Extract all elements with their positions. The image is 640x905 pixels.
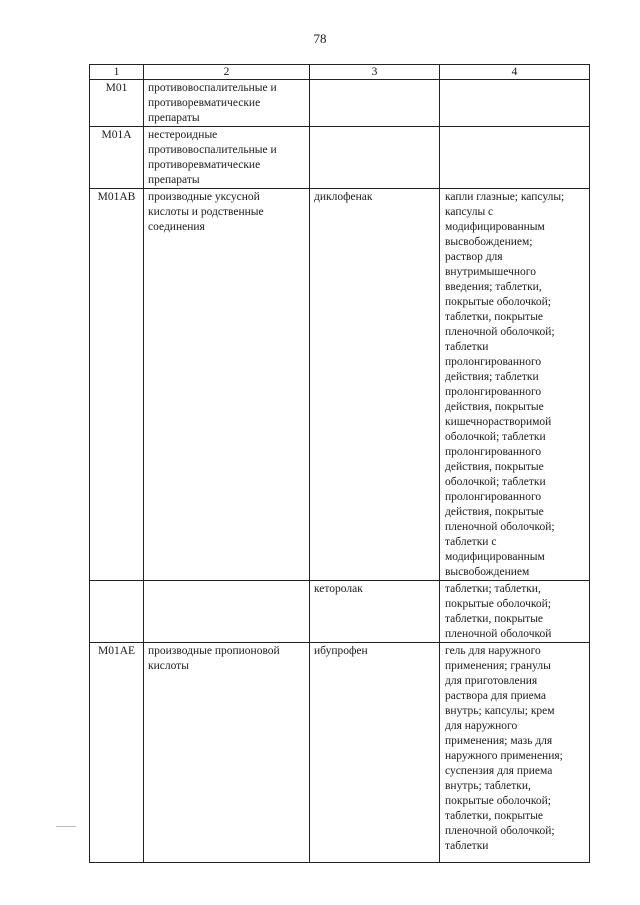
dosage-form-line: таблетки, покрытые: [445, 311, 544, 323]
atc-code-cell: M01: [90, 80, 144, 127]
dosage-form-line: пленочной оболочкой: [445, 628, 552, 640]
atc-code-cell: M01AB: [90, 189, 144, 581]
column-header-3: 3: [310, 65, 440, 80]
dosage-form-line: суспензия для приема: [445, 765, 553, 777]
group-line: противоревматические: [148, 159, 261, 171]
dosage-form-line: модифицированным: [445, 551, 545, 563]
dosage-form-line: внутрь; таблетки,: [445, 780, 531, 792]
table-row: [90, 80, 590, 127]
dosage-form-line: применения; мазь для: [445, 735, 553, 747]
dosage-form-line: раствор для: [445, 251, 503, 263]
dosage-form-line: действия, покрытые: [445, 401, 544, 413]
dosage-form-line: таблетки с: [445, 536, 497, 548]
page-number: 78: [313, 31, 327, 46]
dosage-form-line: покрытые оболочкой;: [445, 598, 551, 610]
column-header-4: 4: [440, 65, 590, 80]
header-row: [90, 65, 590, 80]
dosage-form-line: для наружного: [445, 720, 518, 732]
dosage-form-line: покрытые оболочкой;: [445, 296, 551, 308]
dosage-form-line: для приготовления: [445, 675, 538, 687]
dosage-form-line: наружного применения;: [445, 750, 563, 762]
dosage-form-cell: [440, 127, 590, 189]
dosage-form-line: внутримышечного: [445, 266, 536, 278]
dosage-form-cell: [440, 80, 590, 127]
dosage-form-line: действия, покрытые: [445, 461, 544, 473]
dosage-form-line: введения; таблетки,: [445, 281, 542, 293]
dosage-form-line: таблетки, покрытые: [445, 613, 544, 625]
dosage-form-line: гель для наружного: [445, 645, 541, 657]
dosage-form-line: внутрь; капсулы; крем: [445, 705, 555, 717]
dosage-form-cell: [440, 581, 590, 643]
group-cell: [144, 189, 310, 581]
dosage-form-line: действия, покрытые: [445, 506, 544, 518]
dosage-form-cell: [440, 643, 590, 863]
dosage-form-line: пролонгированного: [445, 356, 542, 368]
group-line: противовоспалительные и: [148, 144, 277, 156]
dosage-form-line: применения; гранулы: [445, 660, 551, 672]
inn-cell: [310, 80, 440, 127]
group-line: препараты: [148, 112, 200, 124]
dosage-form-line: таблетки, покрытые: [445, 810, 544, 822]
dosage-form-line: модифицированным: [445, 221, 545, 233]
dosage-form-line: таблетки: [445, 840, 489, 852]
group-line: кислоты: [148, 660, 189, 672]
atc-code-cell: M01A: [90, 127, 144, 189]
dosage-form-line: пленочной оболочкой;: [445, 521, 555, 533]
dosage-form-line: капли глазные; капсулы;: [445, 191, 565, 203]
dosage-form-line: высвобождением: [445, 566, 530, 578]
inn-cell: ибупрофен: [310, 643, 440, 863]
dosage-form-line: высвобождением;: [445, 236, 533, 248]
dosage-form-line: пролонгированного: [445, 386, 542, 398]
dosage-form-line: пролонгированного: [445, 446, 542, 458]
dosage-form-line: пленочной оболочкой;: [445, 326, 555, 338]
inn-cell: диклофенак: [310, 189, 440, 581]
table-row: [90, 581, 590, 643]
dosage-form-line: оболочкой; таблетки: [445, 431, 546, 443]
inn-cell: кеторолак: [310, 581, 440, 643]
dosage-form-cell: [440, 189, 590, 581]
group-cell: [144, 643, 310, 863]
group-cell: [144, 80, 310, 127]
group-line: производные пропионовой: [148, 645, 280, 657]
dosage-form-line: действия; таблетки: [445, 371, 539, 383]
dosage-form-line: таблетки: [445, 341, 489, 353]
group-line: противовоспалительные и: [148, 82, 277, 94]
margin-mark: [56, 826, 76, 827]
dosage-form-line: пленочной оболочкой;: [445, 825, 555, 837]
column-header-1: 1: [90, 65, 144, 80]
dosage-form-line: таблетки; таблетки,: [445, 583, 541, 595]
dosage-form-line: оболочкой; таблетки: [445, 476, 546, 488]
group-line: препараты: [148, 174, 200, 186]
atc-code-cell: M01AE: [90, 643, 144, 863]
atc-code-cell: [90, 581, 144, 643]
group-cell: [144, 581, 310, 643]
group-line: нестероидные: [148, 129, 218, 141]
group-line: кислоты и родственные: [148, 206, 264, 218]
dosage-form-line: пролонгированного: [445, 491, 542, 503]
group-line: соединения: [148, 221, 205, 233]
group-cell: [144, 127, 310, 189]
table-row: [90, 189, 590, 581]
drug-table: [89, 64, 590, 863]
dosage-form-line: покрытые оболочкой;: [445, 795, 551, 807]
group-line: противоревматические: [148, 97, 261, 109]
dosage-form-line: раствора для приема: [445, 690, 547, 702]
group-line: производные уксусной: [148, 191, 260, 203]
table-row: [90, 643, 590, 863]
dosage-form-line: кишечнорастворимой: [445, 416, 552, 428]
dosage-form-line: капсулы с: [445, 206, 494, 218]
table-row: [90, 127, 590, 189]
column-header-2: 2: [144, 65, 310, 80]
inn-cell: [310, 127, 440, 189]
